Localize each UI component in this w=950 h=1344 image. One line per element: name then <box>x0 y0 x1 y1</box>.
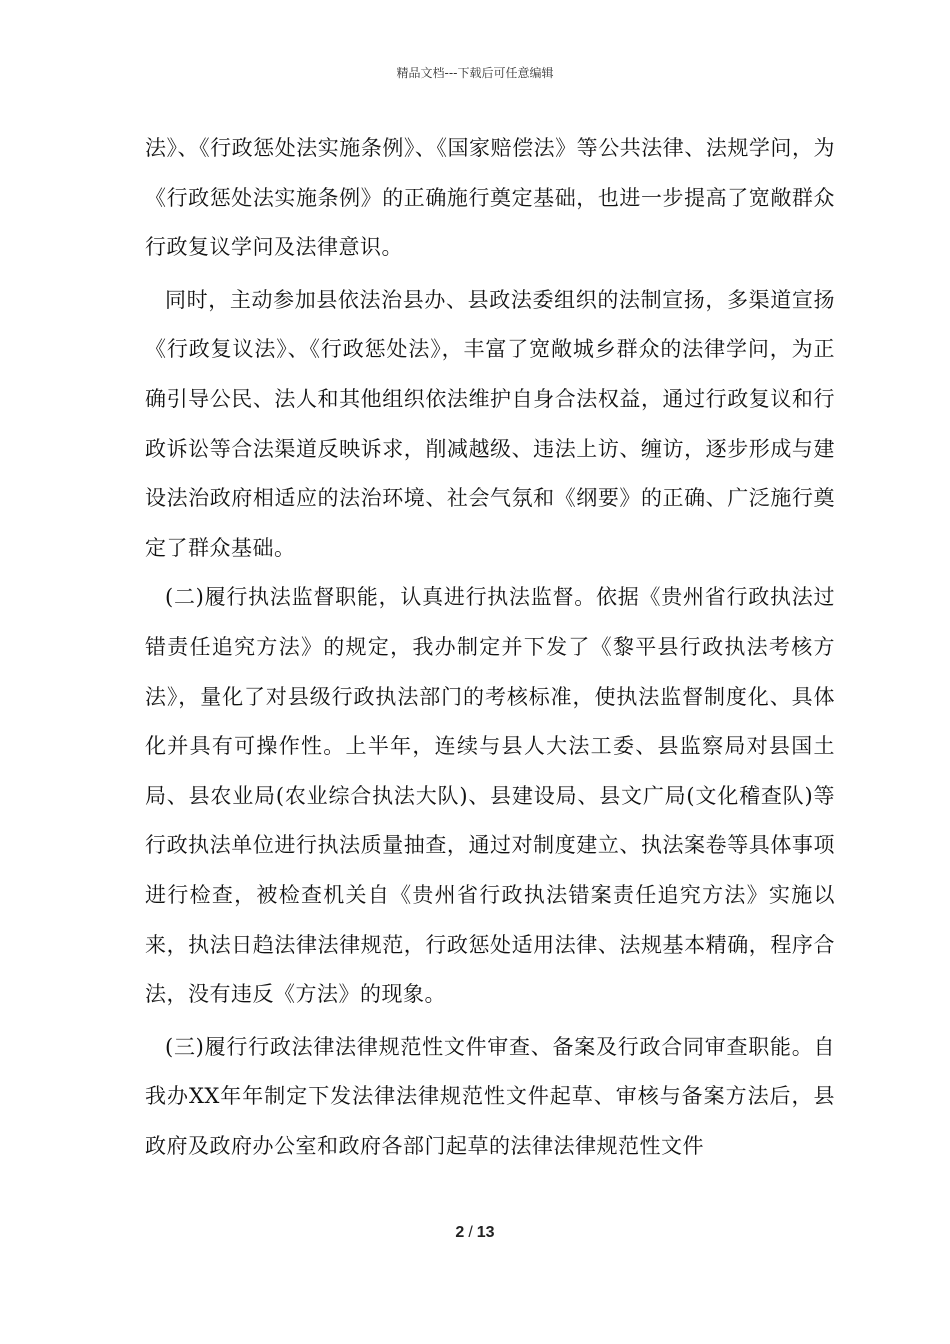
page-number <box>0 1224 950 1242</box>
page-separator: / <box>468 1224 473 1241</box>
page-current: 2 <box>455 1224 465 1241</box>
page-total: 13 <box>476 1224 495 1241</box>
paragraph-4: (三)履行行政法律法律规范性文件审查、备案及行政合同审查职能。自我办XX年年制定下发法律法律规范性文件起草、审核与备案方法后，县政府及政府办公室和政府各部门起草的法律法律规范性文件 <box>145 1034 835 1158</box>
paragraph-1: 法》、《行政惩处法实施条例》、《国家赔偿法》等公共法律、法规学问，为《行政惩处法实施条例》的正确施行奠定基础，也进一步提高了宽敞群众行政复议学问及法律意识。 <box>145 136 835 260</box>
paragraph-2: 同时，主动参加县依法治县办、县政法委组织的法制宣扬，多渠道宣扬《行政复议法》、《行政惩处法》，丰富了宽敞城乡群众的法律学问，为正确引导公民、法人和其他组织依法维护自身合法权益，通过行政复议和行政诉讼等合法渠道反映诉求，削减越级、违法上访、缠访，逐步形成与建设法治政府相适应的法治环境、社会气氛和《纲要》的正确、广泛施行奠定了群众基础。 <box>145 287 835 560</box>
document-body <box>145 124 835 1171</box>
paragraph-3: (二)履行执法监督职能，认真进行执法监督。依据《贵州省行政执法过错责任追究方法》的规定，我办制定并下发了《黎平县行政执法考核方法》，量化了对县级行政执法部门的考核标准，使执法监督制度化、具体化并具有可操作性。上半年，连续与县人大法工委、县监察局对县国土局、县农业局(农业综合执法大队)、县建设局、县文广局(文化稽查队)等行政执法单位进行执法质量抽查，通过对制度建立、执法案卷等具体事项进行检查，被检查机关自《贵州省行政执法错案责任追究方法》实施以来，执法日趋法律法律规范，行政惩处适用法律、法规基本精确，程序合法，没有违反《方法》的现象。 <box>145 585 835 1007</box>
header-note: 精品文档---下载后可任意编辑 <box>396 66 554 80</box>
